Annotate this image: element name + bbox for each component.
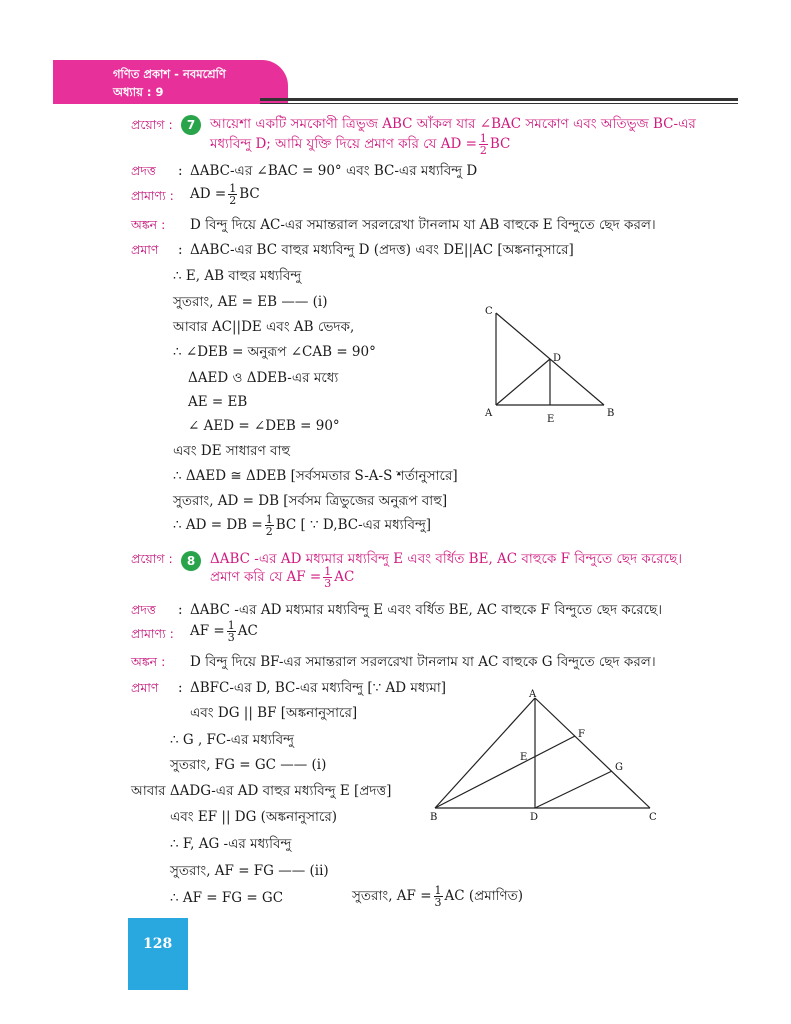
segment-bf	[435, 736, 575, 808]
proof-step: সুতরাং, AD = DB [সর্বসম ত্রিভুজের অনুরূপ বাহু]	[173, 493, 448, 509]
colon: :	[178, 242, 183, 258]
header-rule-thin	[260, 103, 738, 104]
proof-conclusion: ∴ AD = DB = $\frac{1}{2}$ BC [ ∵ D,BC-এর মধ্যবিন্দু]	[173, 513, 432, 538]
proof-text: ΔABC-এর BC বাহুর মধ্যবিন্দু D (প্রদত্ত) এবং DE||AC [অঙ্কনানুসারে]	[190, 242, 574, 258]
header-rule	[260, 98, 738, 101]
proof-step: এবং DE সাধারণ বাহু	[173, 443, 291, 459]
given-text: ΔABC-এর ∠BAC = 90° এবং BC-এর মধ্যবিন্দু D	[190, 163, 478, 179]
page-number: 128	[143, 936, 173, 952]
point-e-label: E	[520, 752, 528, 763]
point-a-label: A	[529, 689, 537, 700]
segment-dg	[535, 771, 612, 808]
question-line-1: ΔABC -এর AD মধ্যমার মধ্যবিন্দু E এবং বর্ধিত BE, AC বাহুকে F বিন্দুতে ছেদ করেছে।	[210, 551, 683, 567]
proof-step: ∴ G , FC-এর মধ্যবিন্দু	[170, 732, 294, 748]
application-label: প্রয়োগ :	[131, 117, 173, 132]
question-line-1: আয়েশা একটি সমকোণী ত্রিভুজ ABC আঁকল যার ∠BAC সমকোণ এবং অতিভুজ BC-এর	[210, 116, 696, 132]
proof-step: সুতরাং, AE = EB —— (i)	[173, 294, 328, 310]
colon: :	[178, 680, 183, 696]
point-c-label: C	[485, 306, 493, 317]
colon: :	[178, 163, 183, 179]
question-line-2: প্রমাণ করি যে AF = $\frac{1}{3}$ AC	[210, 565, 355, 590]
point-a-label: A	[485, 408, 493, 419]
proof-step: সুতরাং, AF = FG —— (ii)	[170, 863, 329, 879]
given-text: ΔABC -এর AD মধ্যমার মধ্যবিন্দু E এবং বর্ধিত BE, AC বাহুকে F বিন্দুতে ছেদ করেছে।	[190, 602, 663, 618]
proof-text: ΔBFC-এর D, BC-এর মধ্যবিন্দু [∵ AD মধ্যমা]	[190, 680, 447, 696]
construction-text: D বিন্দু দিয়ে AC-এর সমান্তরাল সরলরেখা টানলাম যা AB বাহুকে E বিন্দুতে ছেদ করল।	[190, 217, 656, 233]
proof-label: প্রমাণ	[131, 680, 159, 695]
point-b-label: B	[430, 812, 438, 823]
chapter-header-tab	[53, 60, 288, 104]
point-f-label: F	[578, 729, 585, 740]
chapter-label: অধ্যায় : 9	[113, 85, 164, 99]
page-number-box	[128, 918, 188, 990]
proof-step: আবার AC||DE এবং AB ভেদক,	[173, 319, 355, 335]
proof-step: ∴ ∠DEB = অনুরূপ ∠CAB = 90°	[173, 344, 376, 360]
median-triangle-figure	[425, 688, 665, 828]
to-prove-label: প্রামাণ্য :	[131, 188, 174, 203]
proof-step: ∴ F, AG -এর মধ্যবিন্দু	[170, 836, 292, 852]
point-g-label: G	[615, 762, 623, 773]
proof-step: এবং DG || BF [অঙ্কনানুসারে]	[190, 705, 358, 721]
proof-step: এবং EF || DG (অঙ্কনানুসারে)	[170, 809, 338, 825]
application-number-badge: 7	[181, 115, 201, 135]
point-d-label: D	[530, 812, 539, 823]
to-prove-label: প্রামাণ্য :	[131, 626, 174, 641]
to-prove-text: AD = $\frac{1}{2}$ BC	[190, 182, 260, 207]
side-ac	[535, 698, 650, 808]
construction-label: অঙ্কন :	[131, 217, 166, 232]
point-d-label: D	[553, 353, 562, 364]
question-line-2: মধ্যবিন্দু D; আমি যুক্তি দিয়ে প্রমাণ করি যে AD = $\frac{1}{2}$ BC	[210, 132, 511, 157]
proof-step: ∴ E, AB বাহুর মধ্যবিন্দু	[173, 268, 302, 284]
proof-step: ∠ AED = ∠DEB = 90°	[188, 418, 340, 434]
colon: :	[178, 602, 183, 618]
proof-conclusion: সুতরাং, AF = $\frac{1}{3}$ AC (প্রমাণিত)	[352, 884, 524, 909]
application-number-badge: 8	[181, 551, 201, 571]
book-title: গণিত প্রকাশ - নবমশ্রেণি	[113, 67, 226, 81]
proof-step: আবার ΔADG-এর AD বাহুর মধ্যবিন্দু E [প্রদত্ত]	[131, 783, 392, 799]
segment-ad	[496, 359, 550, 405]
given-label: প্রদত্ত	[131, 602, 156, 617]
proof-step: সুতরাং, FG = GC —— (i)	[170, 757, 327, 773]
point-b-label: B	[607, 408, 615, 419]
right-triangle-figure	[475, 300, 625, 430]
construction-label: অঙ্কন :	[131, 654, 166, 669]
proof-step: AE = EB	[188, 394, 248, 410]
given-label: প্রদত্ত	[131, 163, 156, 178]
proof-step: ∴ ΔAED ≅ ΔDEB [সর্বসমতার S-A-S শর্তানুসারে]	[173, 468, 458, 484]
point-e-label: E	[547, 414, 555, 425]
to-prove-text: AF = $\frac{1}{3}$ AC	[190, 619, 258, 644]
proof-step: ∴ AF = FG = GC	[170, 890, 284, 906]
proof-step: ΔAED ও ΔDEB-এর মধ্যে	[188, 370, 339, 386]
construction-text: D বিন্দু দিয়ে BF-এর সমান্তরাল সরলরেখা টানলাম যা AC বাহুকে G বিন্দুতে ছেদ করল।	[190, 654, 656, 670]
point-c-label: C	[649, 812, 657, 823]
proof-label: প্রমাণ	[131, 242, 159, 257]
application-label: প্রয়োগ :	[131, 551, 173, 566]
